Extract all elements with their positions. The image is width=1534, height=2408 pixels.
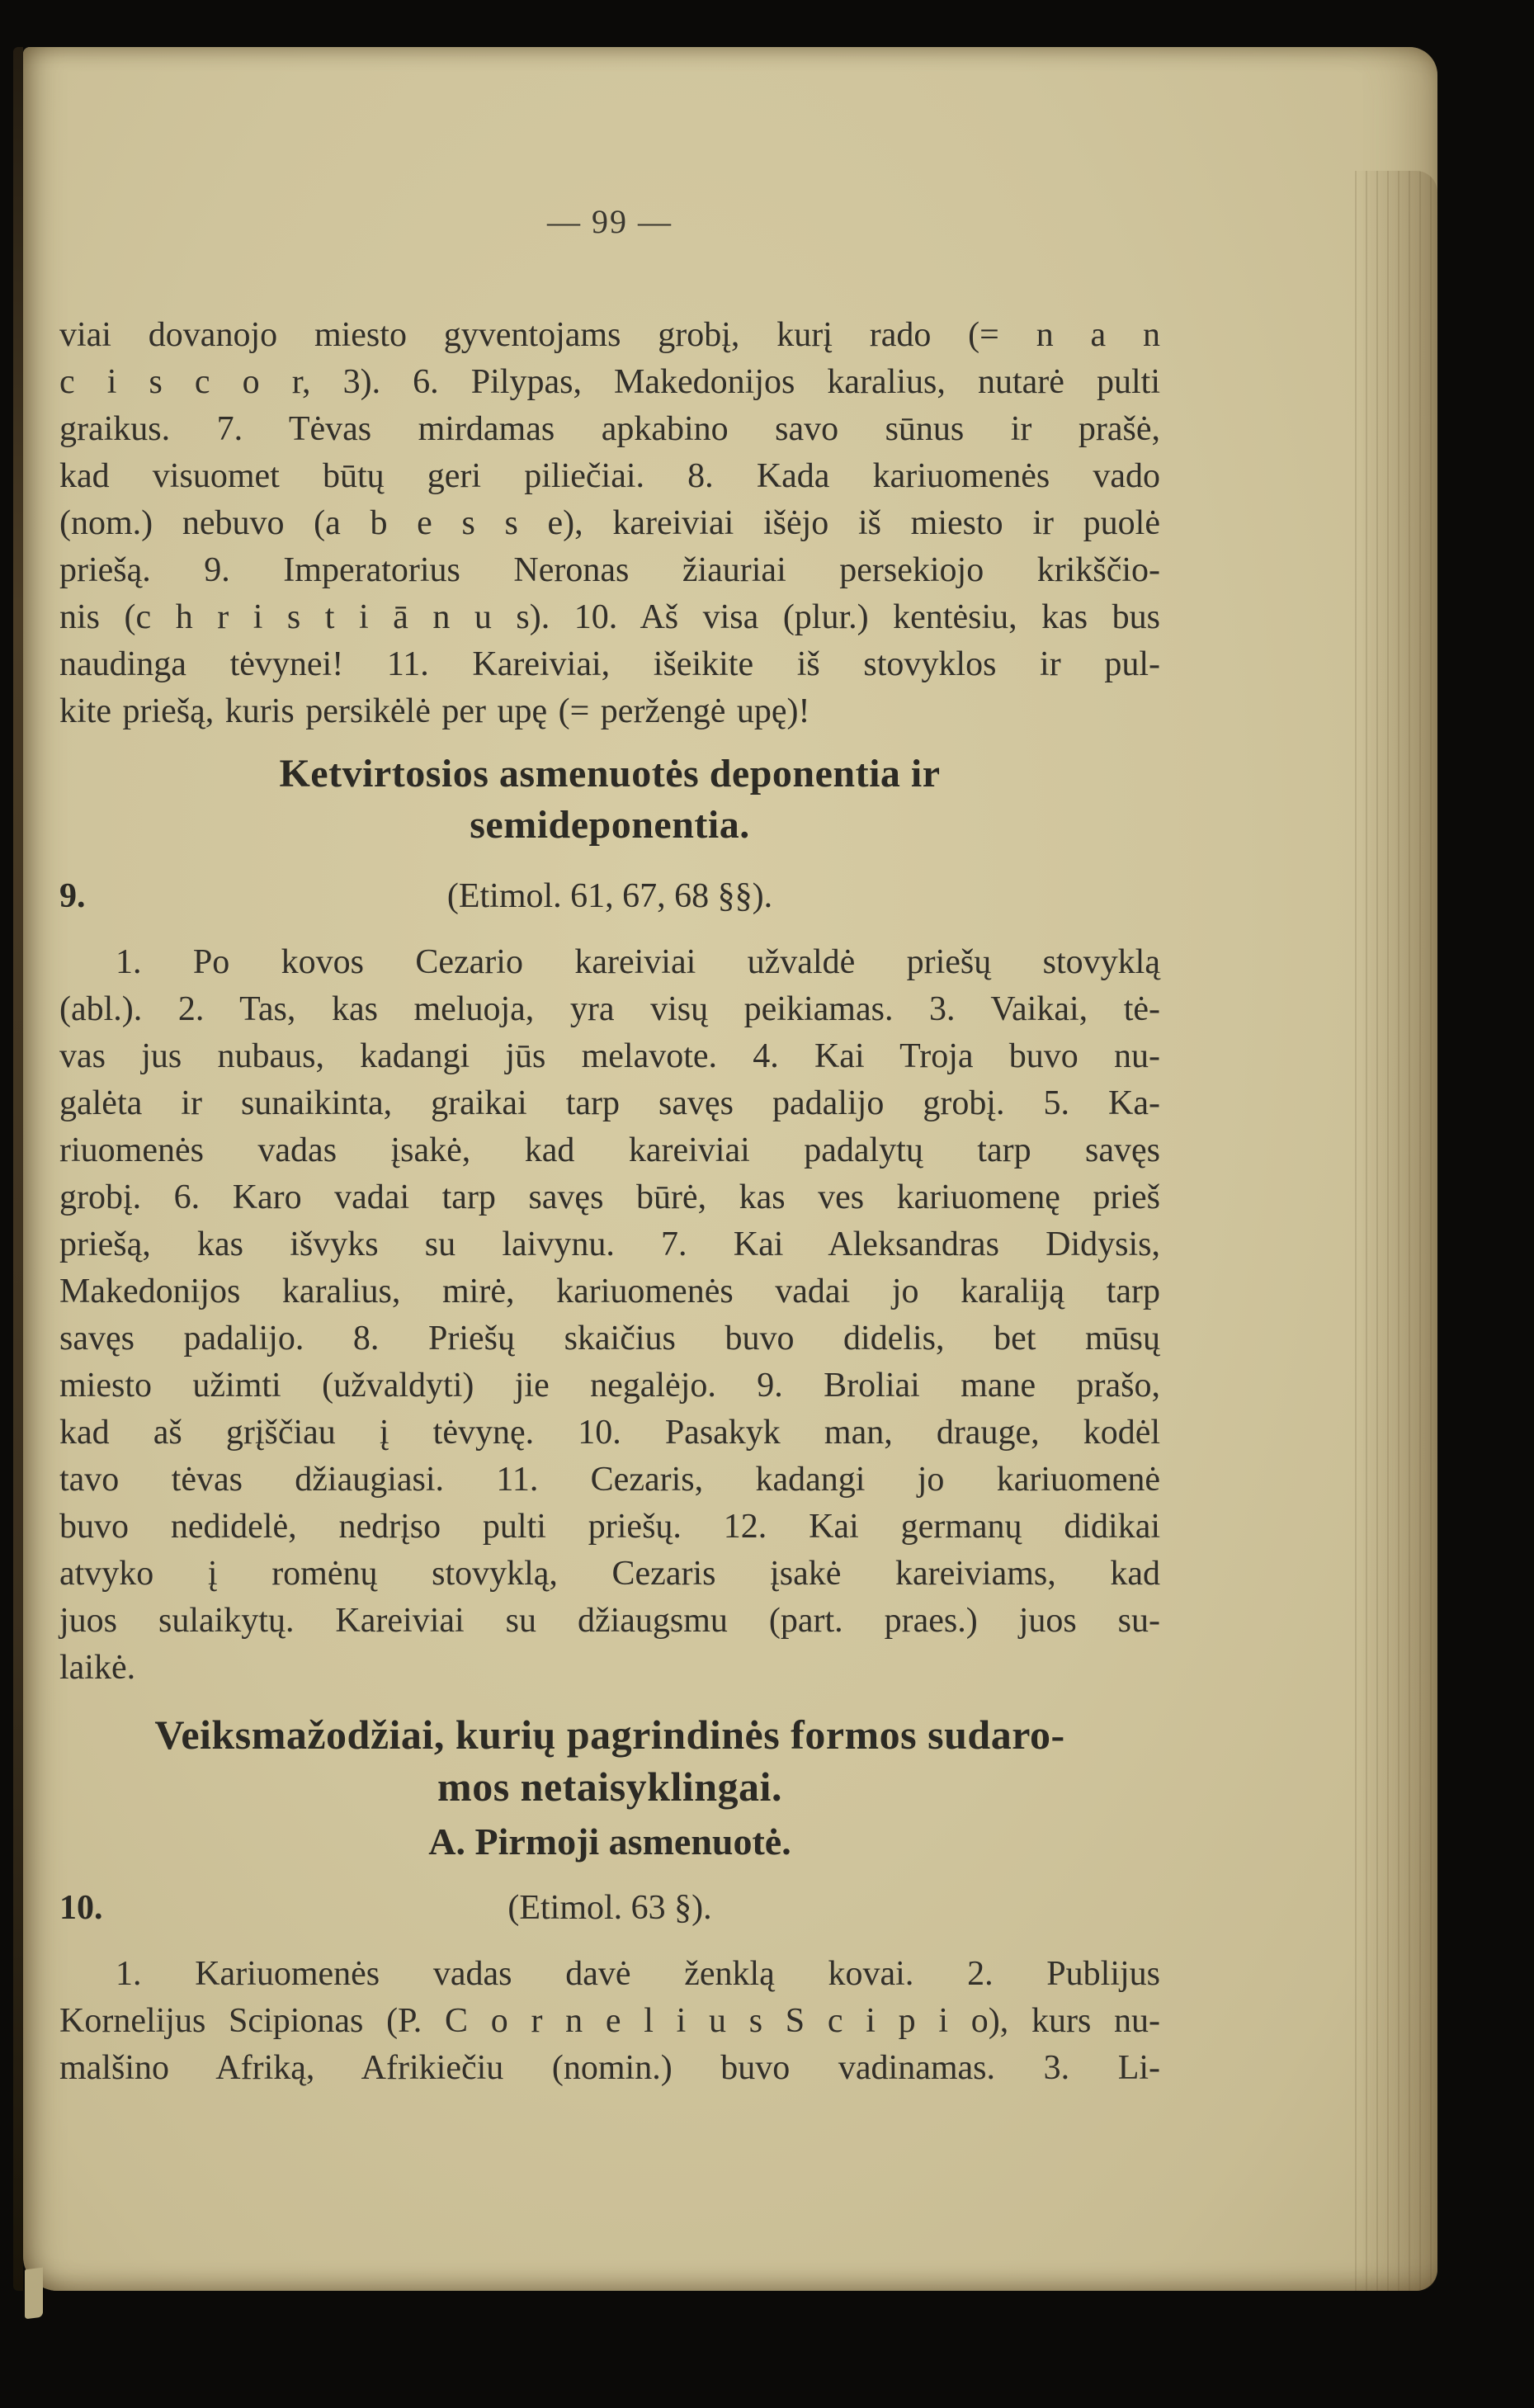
text-line: 1. Po kovos Cezario kareiviai užvaldė priešų stovyklą [116, 943, 1160, 981]
text-line: Makedonijos karalius, mirė, kariuomenės vadai jo karaliją tarp [59, 1272, 1160, 1310]
etimol-reference: (Etimol. 63 §). [507, 1889, 712, 1927]
book-spine-edge [13, 47, 23, 2291]
text-line: juos sulaikytų. Kareiviai su džiaugsmu (part. praes.) juos su- [59, 1602, 1160, 1640]
text-line: Veiksmažodžiai, kurių pagrindinės formos sudaro- [154, 1712, 1065, 1758]
top-paragraph [59, 312, 1160, 735]
exercise-10-paragraph [59, 1951, 1160, 2092]
text-line: (abl.). 2. Tas, kas meluoja, yra visų peikiamas. 3. Vaikai, tė- [59, 990, 1160, 1028]
page-bottom-edge [25, 2268, 43, 2320]
text-line: buvo nedidelė, nedrįso pulti priešų. 12. Kai germanų didikai [59, 1508, 1160, 1546]
exercise-number: 10. [59, 1889, 103, 1927]
text-line: priešą. 9. Imperatorius Neronas žiauriai persekiojo krikščio- [59, 551, 1160, 589]
text-line: semideponentia. [470, 803, 750, 847]
page-stack-edges [1355, 171, 1437, 2291]
text-line: kad aš grįščiau į tėvynę. 10. Pasakyk man, drauge, kodėl [59, 1414, 1160, 1452]
section-heading-deponentia [59, 748, 1160, 851]
text-line: vas jus nubaus, kadangi jūs melavote. 4. Kai Troja buvo nu- [59, 1037, 1160, 1075]
text-line: kite priešą, kuris persikėlė per upę (= peržengė upę)! [59, 692, 810, 730]
text-line: nis (c h r i s t i ā n u s). 10. Aš visa (plur.) kentėsiu, kas bus [59, 598, 1160, 636]
subheading-first-conjugation: A. Pirmoji asmenuotė. [428, 1820, 791, 1863]
section-heading-irregular-verbs [59, 1709, 1160, 1813]
text-line: savęs padalijo. 8. Priešų skaičius buvo didelis, bet mūsų [59, 1320, 1160, 1357]
exercise-row-10 [59, 1887, 1160, 1929]
book-page [23, 47, 1437, 2291]
text-line: kad visuomet būtų geri piliečiai. 8. Kada kariuomenės vado [59, 457, 1160, 495]
text-line: malšino Afriką, Afrikiečiu (nomin.) buvo vadinamas. 3. Li- [59, 2049, 1160, 2087]
text-line: 1. Kariuomenės vadas davė ženklą kovai. 2. Publijus [116, 1955, 1160, 1993]
text-line: Ketvirtosios asmenuotės deponentia ir [279, 752, 941, 796]
exercise-9-paragraph [59, 939, 1160, 1692]
text-line: c i s c o r, 3). 6. Pilypas, Makedonijos karalius, nutarė pulti [59, 363, 1160, 401]
text-line: miesto užimti (užvaldyti) jie negalėjo. 9. Broliai mane prašo, [59, 1367, 1160, 1405]
text-line: grobį. 6. Karo vadai tarp savęs būrė, kas ves kariuomenę prieš [59, 1178, 1160, 1216]
text-line: riuomenės vadas įsakė, kad kareiviai padalytų tarp savęs [59, 1131, 1160, 1169]
text-line: laikė. [59, 1649, 136, 1687]
text-line: priešą, kas išvyks su laivynu. 7. Kai Aleksandras Didysis, [59, 1225, 1160, 1263]
page-number: — 99 — [547, 203, 673, 240]
text-line: atvyko į romėnų stovyklą, Cezaris įsakė kareiviams, kad [59, 1555, 1160, 1593]
text-line: (nom.) nebuvo (a b e s s e), kareiviai išėjo iš miesto ir puolė [59, 504, 1160, 542]
text-line: tavo tėvas džiaugiasi. 11. Cezaris, kadangi jo kariuomenė [59, 1461, 1160, 1499]
text-line: galėta ir sunaikinta, graikai tarp savęs padalijo grobį. 5. Ka- [59, 1084, 1160, 1122]
text-line: graikus. 7. Tėvas mirdamas apkabino savo sūnus ir prašė, [59, 410, 1160, 448]
exercise-number: 9. [59, 877, 86, 915]
etimol-reference: (Etimol. 61, 67, 68 §§). [446, 877, 773, 915]
text-line: mos netaisyklingai. [437, 1764, 782, 1810]
exercise-row-9 [59, 876, 1160, 917]
text-line: viai dovanojo miesto gyventojams grobį, kurį rado (= n a n [59, 316, 1160, 354]
text-line: naudinga tėvynei! 11. Kareiviai, išeikite iš stovyklos ir pul- [59, 645, 1160, 683]
text-line: Kornelijus Scipionas (P. C o r n e l i u s S c i p i o), kurs nu- [59, 2002, 1160, 2040]
